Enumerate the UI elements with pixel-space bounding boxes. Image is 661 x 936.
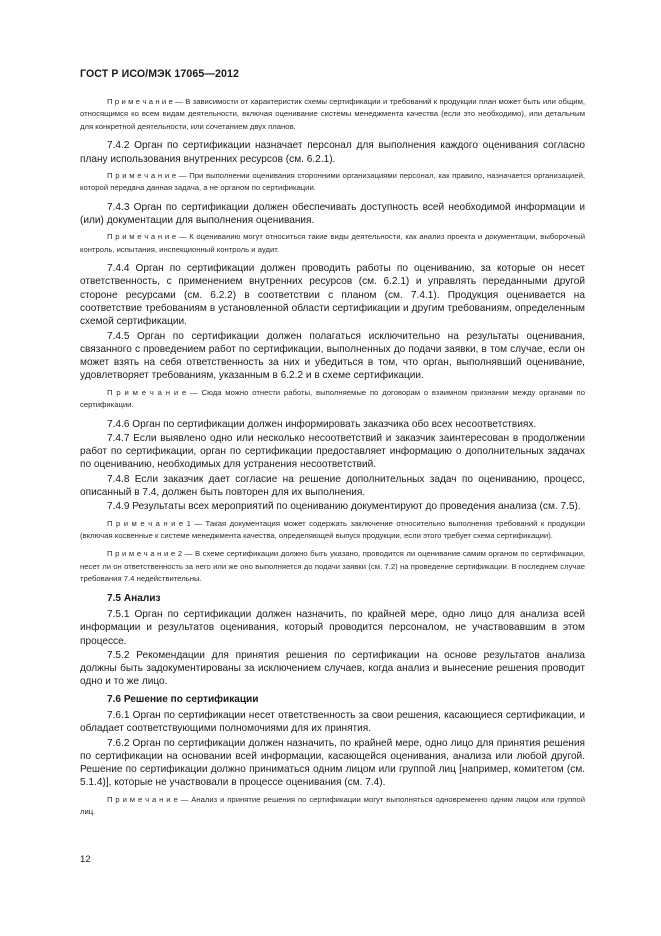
clause-7-4-3: 7.4.3 Орган по сертификации должен обеспечивать доступность всей необходимой информации и (или) документации для выполнения оценивания. bbox=[80, 201, 585, 226]
section-heading-7-5: 7.5 Анализ bbox=[107, 592, 161, 604]
clause-7-5-2: 7.5.2 Рекомендации для принятия решения по сертификации на основе результатов анализа должны быть задокументированы за исключением случаев, когда анализ и вынесение решения проводит одно и то же лицо. bbox=[80, 649, 585, 688]
clause-7-4-5: 7.4.5 Орган по сертификации должен полагаться исключительно на результаты оценивания, связанного с проведением работ по сертификации, выполненных до подачи заявки, в том случае, если он может взять на себя ответственность за них и убедиться в том, что орган, выполнявший оценивание, удовлетворяет требованиям, указанным в 6.2.2 и в схеме сертификации. bbox=[80, 330, 585, 382]
clause-7-4-2: 7.4.2 Орган по сертификации назначает персонал для выполнения каждого оценивания согласно плану использования внутренних ресурсов (см. 6.2.1). bbox=[80, 140, 585, 165]
note-2-certification-scheme: П р и м е ч а н и е 2 — В схеме сертификации должно быть указано, проводится ли оценивание самим органом по сертификации, несет ли он ответственность за него или же оно выполняется до подачи заявки (см. 7.2) на проведение сертификации. В последнем случае требования 7.4 недействительны. bbox=[80, 549, 585, 584]
clause-7-4-9: 7.4.9 Результаты всех мероприятий по оцениванию документируют до проведения анализа (см. 7.5). bbox=[107, 501, 581, 513]
document-code-header: ГОСТ Р ИСО/МЭК 17065—2012 bbox=[80, 68, 239, 80]
clause-7-6-1: 7.6.1 Орган по сертификации несет ответственность за свои решения, касающиеся сертификации, и обладает соответствующими полномочиями для их принятия. bbox=[80, 710, 585, 735]
clause-7-5-1: 7.5.1 Орган по сертификации должен назначить, по крайней мере, одно лицо для анализа всей информации и результатов оценивания, который проводится персоналом, не участвовавшим в этом процессе. bbox=[80, 608, 585, 647]
section-heading-7-6: 7.6 Решение по сертификации bbox=[107, 693, 259, 705]
note-plan-scope: П р и м е ч а н и е — В зависимости от характеристик схемы сертификации и требований к продукции план может быть или общим, относящимся ко всем видам деятельности, включая оценивание системы менеджмента качества (если это необходимо), или детальным для конкретной деятельности, или сочетанием двух планов. bbox=[80, 97, 585, 131]
page-number: 12 bbox=[80, 854, 91, 865]
clause-7-4-8: 7.4.8 Если заказчик дает согласие на решение дополнительных задач по оцениванию, процесс, описанный в 7.4, должен быть повторен для их выполнения. bbox=[80, 473, 585, 498]
note-evaluation-activities: П р и м е ч а н и е — К оцениванию могут относиться такие виды деятельности, как анализ проекта и документации, выборочный контроль, испытания, инспекционный контроль и аудит. bbox=[80, 232, 585, 254]
clause-7-4-4: 7.4.4 Орган по сертификации должен проводить работы по оцениванию, за которые он несет ответственность, с применением внутренних ресурсов (см. 6.2.1) и управлять переданными другой стороне ресурсами (см. 6.2.2) в соответствии с планом (см. 7.4.1). Продукция оценивается на соответствие требованиям в установленной области сертификации и другим требованиям, определенным схемой сертификации. bbox=[80, 263, 585, 328]
clause-7-6-2: 7.6.2 Орган по сертификации должен назначить, по крайней мере, одно лицо для принятия решения по сертификации на основании всей информации, касающейся оценивания, анализа или любой другой. Решение по сертификации должно приниматься одним лицом или группой лиц [например, комитетом (см. 5.1.4)], которые не участвовали в процессе оценивания (см. 7.4). bbox=[80, 737, 585, 789]
note-1-documentation: П р и м е ч а н и е 1 — Такая документация может содержать заключение относительно выполнения требований к продукции (включая косвенные к системе менеджмента качества, определяющей выпуск продукции, если этого требует схема сертификации). bbox=[80, 518, 585, 540]
note-decision-single-person: П р и м е ч а н и е — Анализ и принятие решения по сертификации могут выполняться одновременно одним лицом или группой лиц. bbox=[80, 794, 585, 817]
clause-7-4-6: 7.4.6 Орган по сертификации должен информировать заказчика обо всех несоответствиях. bbox=[107, 418, 537, 430]
note-external-personnel: П р и м е ч а н и е — При выполнении оценивания сторонними организациями персонал, как правило, назначается организацией, которой передана данная задача, а не органом по сертификации. bbox=[80, 170, 585, 193]
document-body bbox=[80, 96, 585, 825]
note-mutual-recognition: П р и м е ч а н и е — Сюда можно отнести работы, выполняемые по договорам о взаимном признании между органами по сертификации. bbox=[80, 387, 585, 410]
clause-7-4-7: 7.4.7 Если выявлено одно или несколько несоответствий и заказчик заинтересован в продолжении работ по сертификации, орган по сертификации предоставляет информацию о дополнительных задачах по оцениванию, необходимых для устранения несоответствий. bbox=[80, 432, 585, 471]
